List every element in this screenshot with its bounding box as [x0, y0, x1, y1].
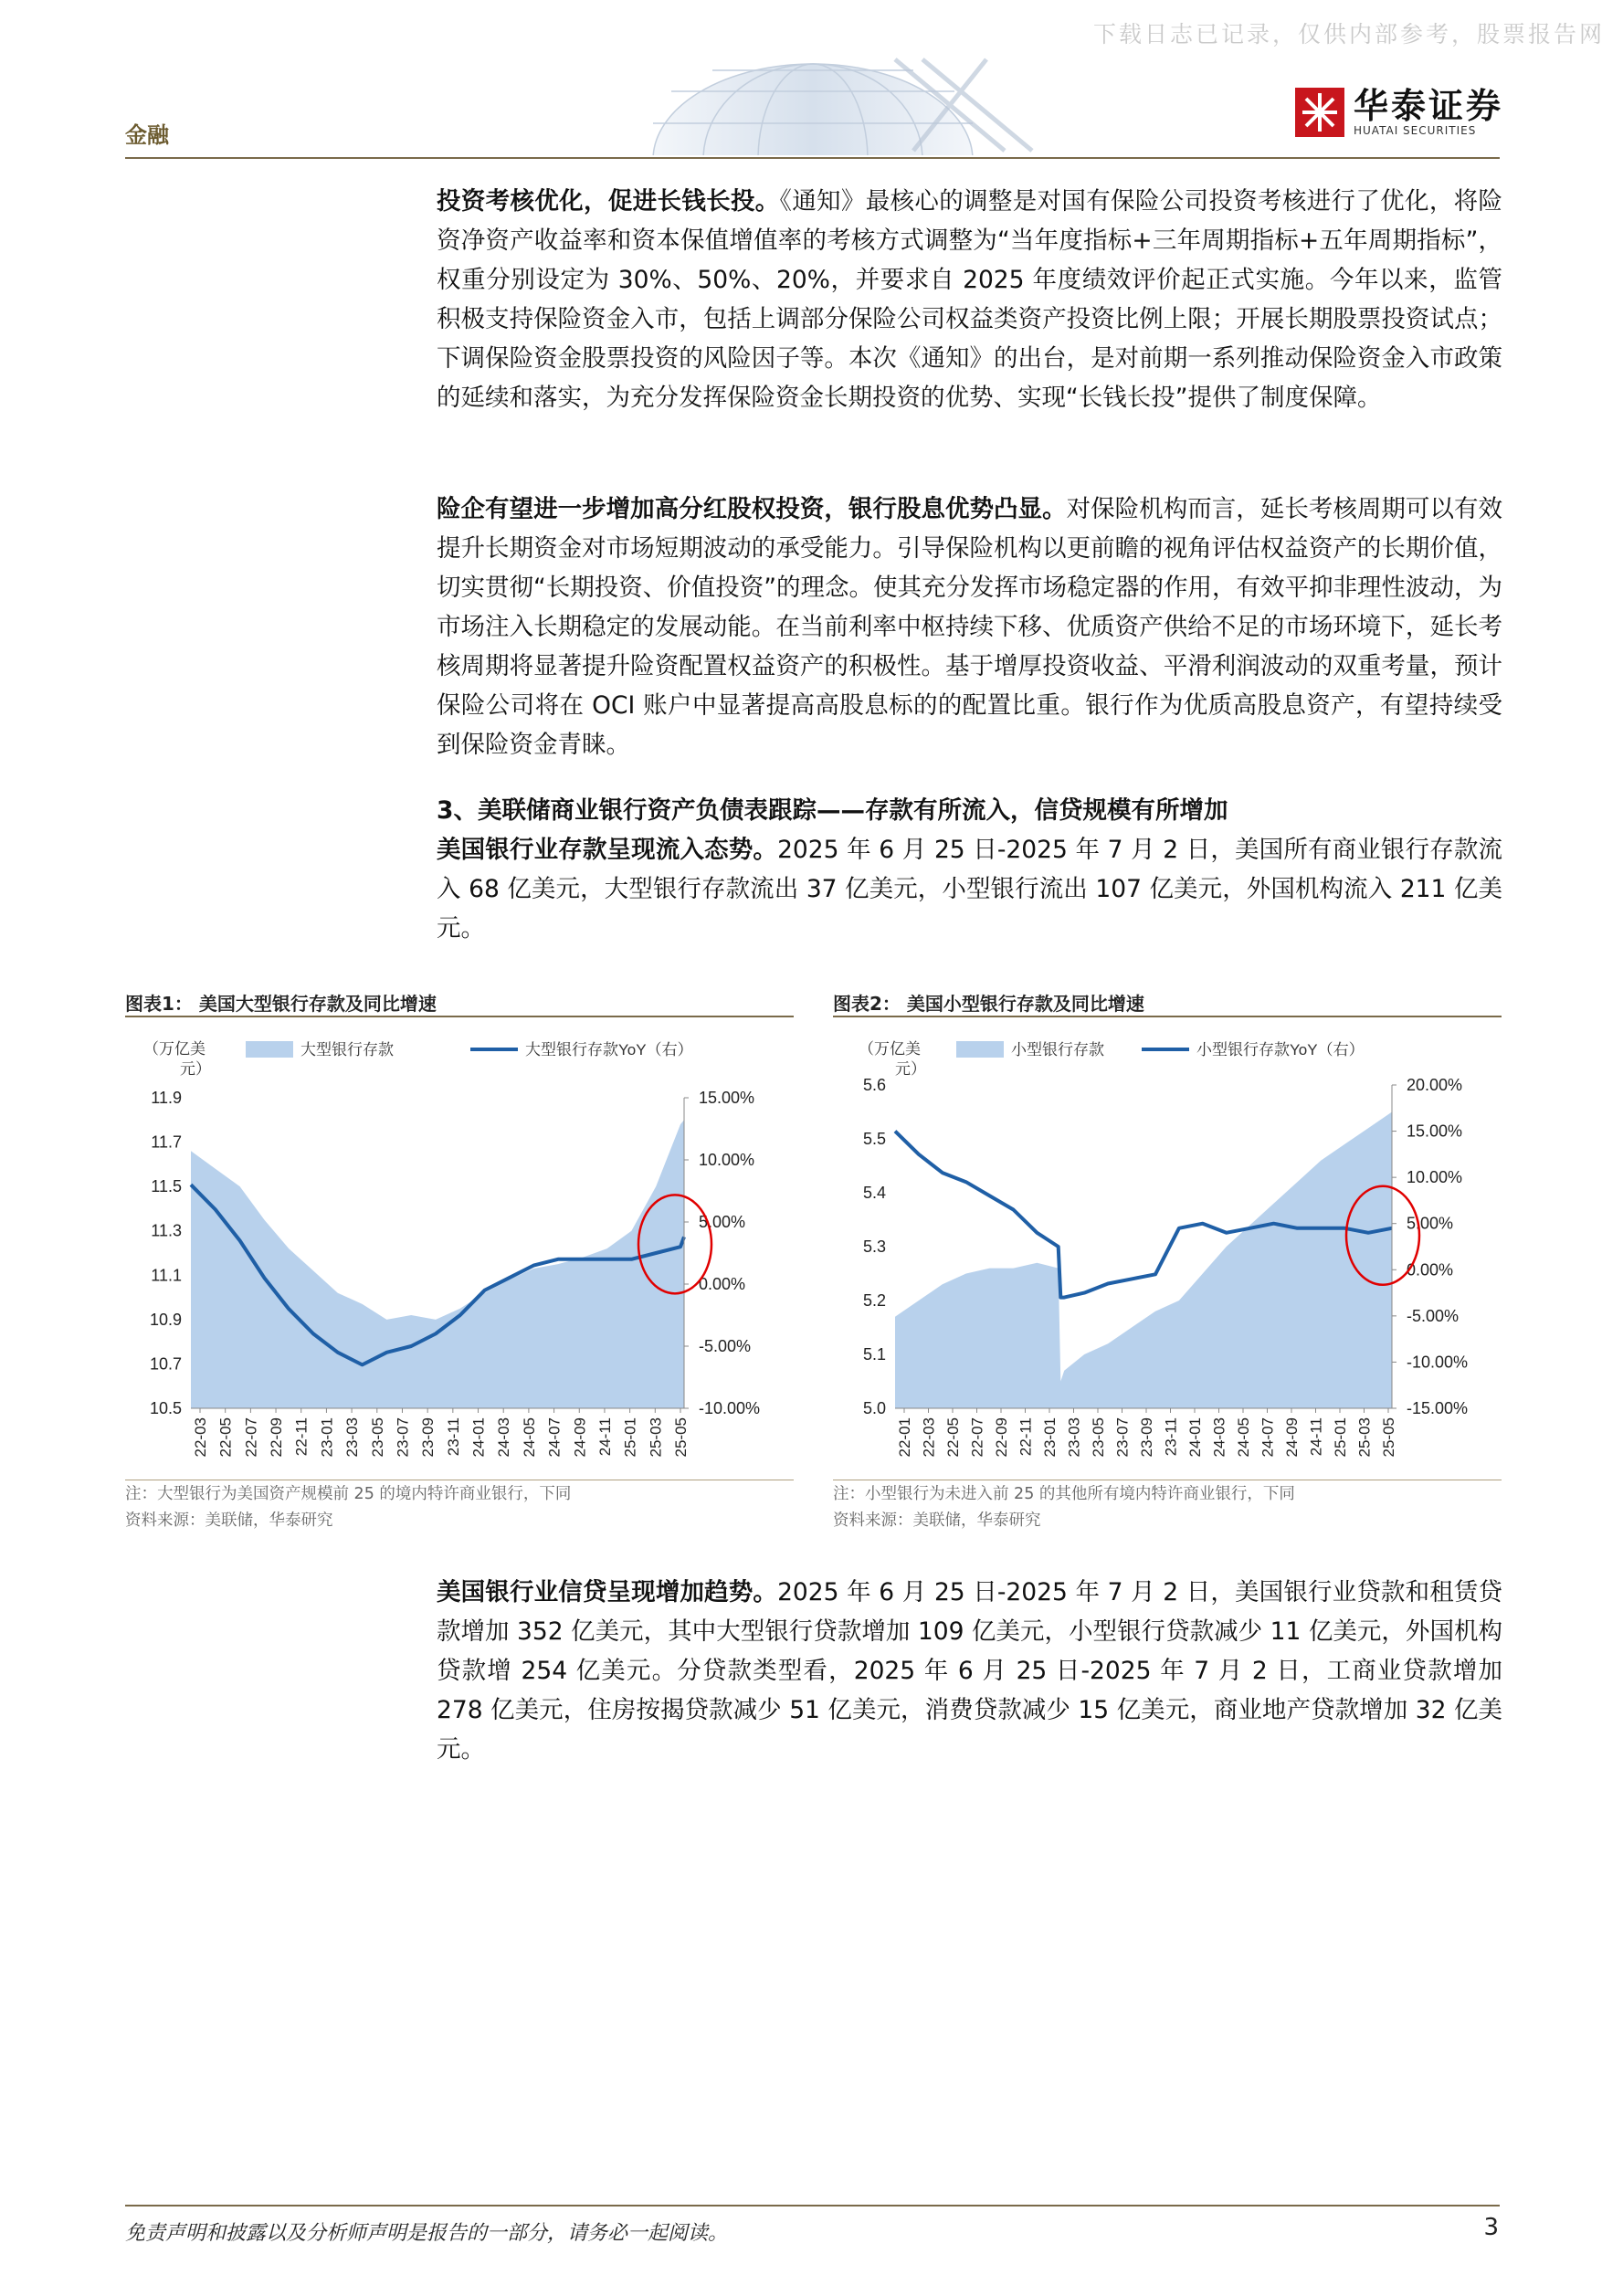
x-tick-label: 22-11 — [292, 1417, 311, 1457]
x-tick-label: 25-05 — [672, 1417, 690, 1458]
x-tick-label: 22-07 — [968, 1417, 986, 1458]
x-tick-label: 25-01 — [621, 1417, 639, 1458]
x-tick-label: 23-07 — [394, 1417, 412, 1458]
x-tick-label: 22-03 — [192, 1417, 209, 1458]
x-tick-label: 25-05 — [1380, 1417, 1397, 1458]
y-tick-label: 11.1 — [151, 1266, 182, 1285]
figure-2-title: 图表2： 美国小型银行存款及同比增速 — [833, 993, 1144, 1015]
footer-disclaimer: 免责声明和披露以及分析师声明是报告的一部分，请务必一起阅读。 — [125, 2222, 729, 2245]
x-tick-label: 23-11 — [444, 1417, 462, 1457]
x-tick-label: 23-01 — [1041, 1417, 1059, 1458]
footer-divider — [125, 2205, 1500, 2206]
y2-tick-label: 10.00% — [1407, 1168, 1463, 1187]
y-tick-label: 5.5 — [862, 1130, 886, 1148]
unit-label: 元） — [895, 1060, 926, 1078]
figure-1-source: 资料来源：美联储，华泰研究 — [125, 1511, 333, 1530]
x-tick-label: 24-05 — [520, 1417, 538, 1458]
figure-1-note: 注：大型银行为美国资产规模前 25 的境内特许商业银行，下同 — [125, 1485, 572, 1503]
deposit-area-series — [895, 1112, 1392, 1409]
globe-graphic — [621, 50, 1050, 155]
paragraph-text: 对保险机构而言，延长考核周期可以有效提升长期资金对市场短期波动的承受能力。引导保险机构以更前瞻的视角评估权益资产的长期价值，切实贯彻“长期投资、价值投资”的理念。使其充分发挥市场稳定器的作用，有效平抑非理性波动，为市场注入长期稳定的发展动能。在当前利率中枢持续下移、优质资产供给不足的市场环境下，延长考核周期将显著提升险资配置权益资产的积极性。基于增厚投资收益、平滑利润波动的双重考量，预计保险公司将在 OCI 账户中显著提高高股息标的的配置比重。银行作为优质高股息资产，有望持续受到保险资金青睐。 — [437, 495, 1503, 759]
x-tick-label: 23-09 — [419, 1417, 437, 1458]
y2-tick-label: 20.00% — [1407, 1076, 1463, 1094]
x-tick-label: 23-11 — [1162, 1417, 1180, 1457]
legend-area-swatch — [956, 1041, 1004, 1058]
x-tick-label: 24-07 — [545, 1417, 564, 1458]
paragraph-investment-assessment — [437, 182, 1502, 417]
paragraph-lead: 美国银行业信贷呈现增加趋势。 — [437, 1578, 778, 1606]
figure-2-note: 注：小型银行为未进入前 25 的其他所有境内特许商业银行，下同 — [833, 1485, 1295, 1503]
figure-2-source: 资料来源：美联储，华泰研究 — [833, 1511, 1041, 1530]
x-tick-label: 22-05 — [216, 1417, 235, 1458]
x-tick-label: 22-07 — [242, 1417, 260, 1458]
legend-item: 大型银行存款YoY（右） — [525, 1041, 693, 1058]
paragraph-lead: 投资考核优化，促进长钱长投。 — [437, 187, 780, 216]
legend-item: 小型银行存款 — [1011, 1041, 1104, 1058]
x-tick-label: 24-01 — [469, 1417, 488, 1458]
y-tick-label: 5.4 — [862, 1184, 886, 1202]
page-number: 3 — [1483, 2214, 1499, 2241]
x-tick-label: 25-03 — [1355, 1417, 1374, 1458]
y-tick-label: 5.3 — [862, 1238, 886, 1256]
chart-small-bank-deposits — [833, 1021, 1502, 1478]
x-tick-label: 23-05 — [1090, 1417, 1107, 1458]
y2-tick-label: 5.00% — [1407, 1214, 1454, 1233]
figure-1-title: 图表1： 美国大型银行存款及同比增速 — [125, 993, 437, 1015]
y2-tick-label: 5.00% — [699, 1213, 746, 1231]
watermark: 下载日志已记录，仅供内部参考，股票报告网 — [1092, 21, 1605, 47]
y2-tick-label: 0.00% — [699, 1275, 746, 1293]
y-tick-label: 5.0 — [862, 1399, 886, 1417]
y2-tick-label: -10.00% — [1407, 1353, 1469, 1372]
x-tick-label: 22-09 — [268, 1417, 286, 1458]
y-tick-label: 11.9 — [151, 1089, 182, 1107]
logo-name-cn: 华泰证券 — [1354, 86, 1504, 126]
x-tick-label: 23-07 — [1113, 1417, 1132, 1458]
y2-tick-label: -5.00% — [1407, 1306, 1460, 1325]
x-tick-label: 22-11 — [1017, 1417, 1035, 1457]
x-tick-label: 22-05 — [944, 1417, 962, 1458]
y-tick-label: 10.7 — [149, 1354, 182, 1374]
x-tick-label: 23-03 — [343, 1417, 362, 1458]
header-divider — [125, 157, 1500, 159]
section-label: 金融 — [125, 122, 169, 148]
x-tick-label: 22-01 — [896, 1417, 913, 1458]
x-tick-label: 23-03 — [1065, 1417, 1083, 1458]
paragraph-credit — [437, 1573, 1502, 1769]
unit-label: 元） — [180, 1060, 211, 1078]
company-logo — [1295, 88, 1503, 137]
x-tick-label: 24-09 — [1283, 1417, 1301, 1458]
paragraph-insurance-equity — [437, 490, 1502, 764]
x-tick-label: 22-03 — [920, 1417, 938, 1458]
paragraph-lead: 险企有望进一步增加高分红股权投资，银行股息优势凸显。 — [437, 495, 1067, 523]
y-tick-label: 11.3 — [151, 1221, 182, 1240]
y-tick-label: 5.6 — [862, 1076, 886, 1094]
paragraph-text: 2025 年 6 月 25 日-2025 年 7 月 2 日，美国所有商业银行存款流入 68 亿美元，大型银行存款流出 37 亿美元，小型银行流出 107 亿美元，外国机构流入 211 亿美元。 — [437, 836, 1503, 943]
deposit-area-series — [191, 1120, 684, 1408]
figure-2-rule — [833, 1016, 1502, 1017]
chart-large-bank-deposits — [125, 1021, 794, 1478]
section-heading: 3、美联储商业银行资产负债表跟踪——存款有所流入，信贷规模有所增加 — [437, 796, 1228, 825]
figure-1-rule — [125, 1016, 794, 1017]
y2-tick-label: -10.00% — [699, 1399, 761, 1417]
paragraph-text: 《通知》最核心的调整是对国有保险公司投资考核进行了优化，将险资净资产收益率和资本保值增值率的考核方式调整为“当年度指标+三年周期指标+五年周期指标”，权重分别设定为 30%、50%、20%，并要求自 2025 年度绩效评价起正式实施。今年以来，监管积极支持保险资金入市，包括上调部分保险公司权益类资产投资比例上限；开展长期股票投资试点；下调保险资金股票投资的风险因子等。本次《通知》的出台，是对前期一系列推动保险资金入市政策的延续和落实，为充分发挥保险资金长期投资的优势、实现“长钱长投”提供了制度保障。 — [437, 187, 1503, 412]
x-tick-label: 23-01 — [318, 1417, 336, 1458]
x-tick-label: 24-11 — [1307, 1417, 1325, 1457]
legend-item: 小型银行存款YoY（右） — [1196, 1041, 1365, 1058]
y-tick-label: 11.5 — [151, 1177, 182, 1196]
legend-area-swatch — [246, 1041, 293, 1058]
y2-tick-label: 0.00% — [1407, 1260, 1454, 1280]
y2-tick-label: 15.00% — [1407, 1122, 1463, 1141]
x-tick-label: 24-11 — [595, 1417, 614, 1457]
y-tick-label: 5.2 — [862, 1291, 886, 1310]
y2-tick-label: 10.00% — [699, 1151, 755, 1169]
x-tick-label: 23-05 — [368, 1417, 386, 1458]
x-tick-label: 23-09 — [1138, 1417, 1155, 1458]
y2-tick-label: -15.00% — [1407, 1399, 1469, 1417]
y2-tick-label: 15.00% — [699, 1089, 755, 1107]
paragraph-lead: 美国银行业存款呈现流入态势。 — [437, 836, 778, 864]
huatai-logo-icon — [1295, 88, 1344, 137]
logo-name-en: HUATAI SECURITIES — [1354, 124, 1477, 137]
x-tick-label: 24-03 — [495, 1417, 513, 1458]
y-tick-label: 5.1 — [862, 1345, 886, 1364]
x-tick-label: 25-01 — [1332, 1417, 1349, 1458]
x-tick-label: 25-03 — [647, 1417, 665, 1458]
x-tick-label: 24-03 — [1210, 1417, 1228, 1458]
y-tick-label: 10.9 — [149, 1310, 182, 1329]
x-tick-label: 22-09 — [993, 1417, 1010, 1458]
y2-tick-label: -5.00% — [699, 1337, 752, 1355]
x-tick-label: 24-05 — [1235, 1417, 1252, 1458]
unit-label: （万亿美 — [143, 1040, 206, 1058]
y-tick-label: 11.7 — [151, 1132, 182, 1152]
unit-label: （万亿美 — [859, 1040, 921, 1058]
x-tick-label: 24-01 — [1186, 1417, 1204, 1458]
legend-item: 大型银行存款 — [300, 1041, 394, 1058]
x-tick-label: 24-07 — [1259, 1417, 1277, 1458]
paragraph-deposits — [437, 830, 1502, 948]
paragraph-text: 2025 年 6 月 25 日-2025 年 7 月 2 日，美国银行业贷款和租赁贷款增加 352 亿美元，其中大型银行贷款增加 109 亿美元，小型银行贷款减少 11 亿美元，外国机构贷款增 254 亿美元。分贷款类型看，2025 年 6 月 25 日-2025 年 7 月 2 日，工商业贷款增加 278 亿美元，住房按揭贷款减少 51 亿美元，消费贷款减少 15 亿美元，商业地产贷款增加 32 亿美元。 — [437, 1578, 1503, 1764]
x-tick-label: 24-09 — [571, 1417, 589, 1458]
y-tick-label: 10.5 — [149, 1399, 182, 1417]
